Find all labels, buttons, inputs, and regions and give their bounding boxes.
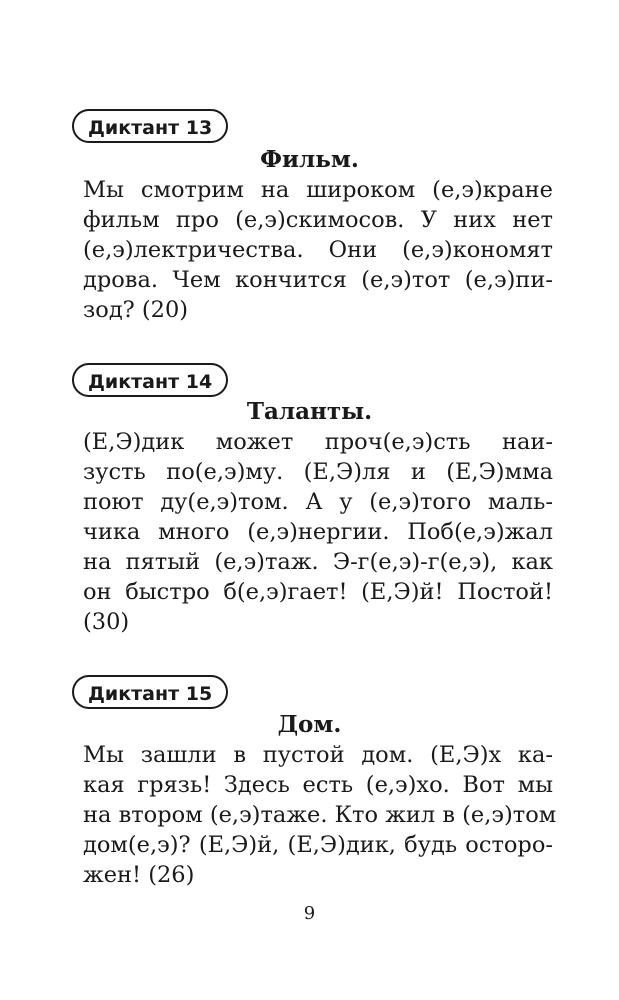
text-line: на втором (е,э)таже. Кто жил в (е,э)том [83, 802, 557, 828]
text-line: зусть по(е,э)му. (Е,Э)ля и (Е,Э)мма [83, 459, 553, 485]
text-line: (30) [83, 609, 130, 635]
text-line: он быстро б(е,э)гает! (Е,Э)й! Постой! [83, 579, 553, 605]
dictation-title: Таланты. [246, 398, 373, 425]
text-line: зод? (20) [83, 297, 189, 323]
page-number: 9 [303, 903, 316, 924]
text-line: (е,э)лектричества. Они (е,э)кономят [83, 237, 553, 263]
text-line: дрова. Чем кончится (е,э)тот (е,э)пи- [83, 267, 553, 293]
dictation-label: Диктант 14 [72, 363, 228, 397]
text-line: на пятый (е,э)таж. Э-г(е,э)-г(е,э), как [83, 549, 553, 575]
dictation-label: Диктант 13 [72, 109, 228, 143]
text-line: Мы зашли в пустой дом. (Е,Э)х ка- [83, 742, 553, 768]
text-line: жен! (26) [83, 862, 195, 888]
text-line: дом(е,э)? (Е,Э)й, (Е,Э)дик, будь осторо- [83, 832, 553, 858]
dictation-label: Диктант 15 [72, 675, 228, 709]
dictation-title: Фильм. [260, 146, 359, 173]
text-line: (Е,Э)дик может проч(е,э)сть наи- [83, 429, 553, 455]
text-line: чика много (е,э)нергии. Поб(е,э)жал [83, 519, 553, 545]
text-line: кая грязь! Здесь есть (е,э)хо. Вот мы [83, 772, 553, 798]
text-line: Мы смотрим на широком (е,э)кране [83, 177, 553, 203]
text-line: поют ду(е,э)том. А у (е,э)того маль- [83, 489, 553, 515]
text-line: фильм про (е,э)скимосов. У них нет [83, 207, 553, 233]
dictation-title: Дом. [277, 711, 342, 738]
